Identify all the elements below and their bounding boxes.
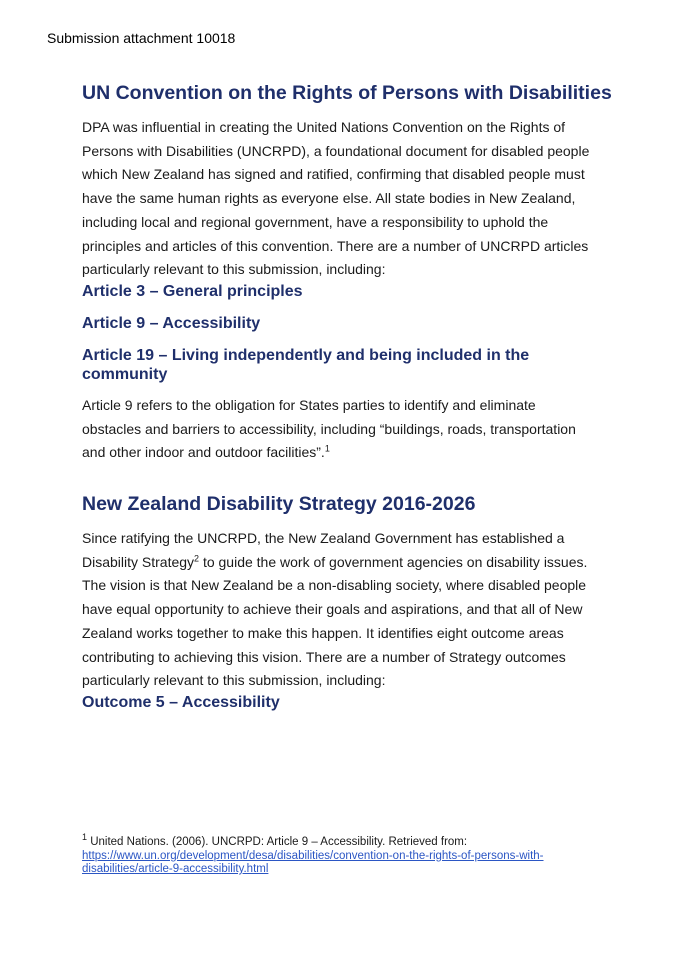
article-19-heading: Article 19 – Living independently and being included in the community — [82, 346, 530, 383]
article-9-paragraph — [82, 394, 592, 465]
strategy-heading: New Zealand Disability Strategy 2016-2026 — [82, 493, 476, 516]
strategy-paragraph-part2: to guide the work of government agencies on disability issues. The vision is that New Zealand be a non-disabling society, where disabled people have equal opportunity to achieve their goals and aspirations, and that all of New Zealand works together to make this happen. It identifies eight outcome areas contributing to achieving this vision. There are a number of Strategy outcomes particularly relevant to this submission, including: — [82, 553, 588, 689]
strategy-section — [82, 491, 592, 712]
strategy-paragraph-part1: Since ratifying the UNCRPD, the New Zealand Government has established a Disability Strategy — [82, 530, 565, 570]
footnote-ref-1[interactable]: 1 — [324, 443, 330, 454]
uncrpd-paragraph: DPA was influential in creating the United Nations Convention on the Rights of Persons with Disabilities (UNCRPD), a foundational document for disabled people which New Zealand has signed and ratified, confirming that disabled people must have the same human rights as everyone else. All state bodies in New Zealand, including local and regional government, have a responsibility to uphold the principles and articles of this convention. There are a number of UNCRPD articles particularly relevant to this submission, including: — [82, 119, 590, 278]
footnote-citation — [82, 832, 602, 850]
footnote-number: 1 — [82, 832, 88, 843]
article-9-paragraph-text: Article 9 refers to the obligation for States parties to identify and eliminate obstacles and barriers to accessibility, including “buildings, roads, transportation and other indoor and outdoor facilities”. — [82, 396, 576, 461]
uncrpd-heading: UN Convention on the Rights of Persons with Disabilities — [82, 82, 612, 104]
uncrpd-section — [82, 80, 612, 465]
article-9-heading: Article 9 – Accessibility — [82, 314, 261, 332]
footnote-text: United Nations. (2006). UNCRPD: Article 9 – Accessibility. Retrieved from: — [87, 836, 468, 848]
footnote-ref-2[interactable]: 2 — [194, 553, 200, 564]
footnote-link[interactable]: https://www.un.org/development/desa/disabilities/convention-on-the-rights-of-persons-with-disabilities/article-9-accessibility.html — [82, 849, 544, 875]
article-3-heading: Article 3 – General principles — [82, 282, 303, 300]
document-body — [82, 80, 612, 712]
outcome-5-heading: Outcome 5 – Accessibility — [82, 693, 280, 711]
footnote — [82, 832, 602, 877]
attachment-label: Submission attachment 10018 — [47, 30, 236, 46]
strategy-paragraph — [82, 527, 592, 693]
